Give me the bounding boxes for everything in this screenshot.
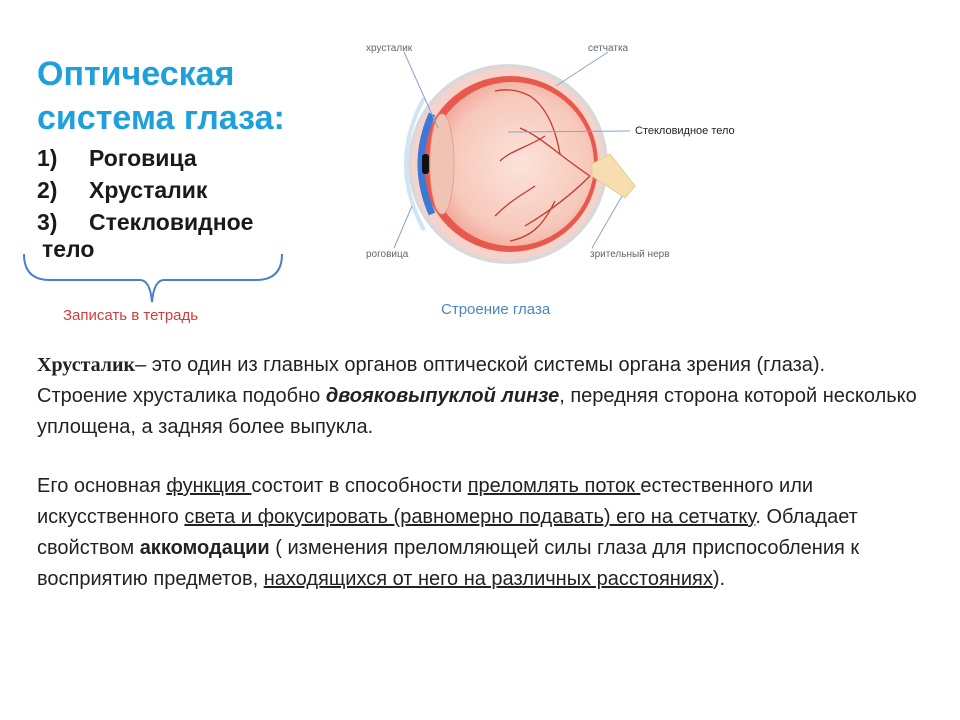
paragraph-function xyxy=(37,471,937,595)
list-item xyxy=(37,174,337,206)
structure-text: Строение хрусталика подобно xyxy=(37,385,326,407)
accommodation-bold: аккомодации xyxy=(139,537,270,559)
title-line-1: Оптическая xyxy=(37,55,235,93)
function-text: Его основная xyxy=(37,475,167,497)
function-text-end: ). xyxy=(712,568,726,590)
term-lens: Хрусталик xyxy=(37,354,136,376)
function-text: состоит в способности xyxy=(251,475,468,497)
biconvex-lens-emphasis: двояковыпуклой линзе xyxy=(325,385,560,407)
label-vitreous-body: Стекловидное тело xyxy=(635,125,735,137)
list-continuation: тело xyxy=(42,236,95,262)
underlined-distances: находящихся от него на различных расстояниях xyxy=(263,568,713,590)
list-item xyxy=(37,142,337,174)
label-retina: сетчатка xyxy=(588,43,629,54)
label-optic-nerve: зрительный нерв xyxy=(590,249,670,260)
underlined-light-focus: света и фокусировать (равномерно подавать) его на сетчатку xyxy=(184,506,756,528)
eye-anatomy-illustration xyxy=(360,36,760,286)
structure-text-end: , передняя сторона которой несколько уплощена, а задняя более выпукла. xyxy=(37,385,917,438)
function-text: . Обладает свойством xyxy=(37,506,858,559)
paragraph-structure xyxy=(37,381,937,443)
body-text xyxy=(37,350,937,595)
list-text: Роговица xyxy=(89,145,197,171)
title-line-2: система глаза: xyxy=(37,99,285,137)
definition-text: – это один из главных органов оптической системы органа зрения (глаза). xyxy=(135,354,826,376)
curly-brace-icon xyxy=(20,250,290,306)
list-number: 1) xyxy=(37,145,58,171)
list-text: Хрусталик xyxy=(89,177,208,203)
paragraph-definition xyxy=(37,350,937,381)
list-item xyxy=(37,206,337,238)
underlined-refract: преломлять поток xyxy=(467,475,641,497)
slide-title xyxy=(37,52,337,140)
list-text: Стекловидное xyxy=(89,209,254,235)
list-number: 2) xyxy=(37,177,58,203)
function-text: ( изменения преломляющей силы глаза для приспособления к восприятию предметов, xyxy=(37,537,860,590)
diagram-caption: Строение глаза xyxy=(441,301,551,318)
note-write-in-notebook: Записать в тетрадь xyxy=(63,307,199,324)
label-cornea: роговица xyxy=(366,249,409,260)
underlined-function: функция xyxy=(166,475,252,497)
function-text: естественного или искусственного xyxy=(37,475,814,528)
label-lens: хрусталик xyxy=(366,43,413,54)
list-number: 3) xyxy=(37,209,58,235)
optical-system-list xyxy=(37,142,337,262)
